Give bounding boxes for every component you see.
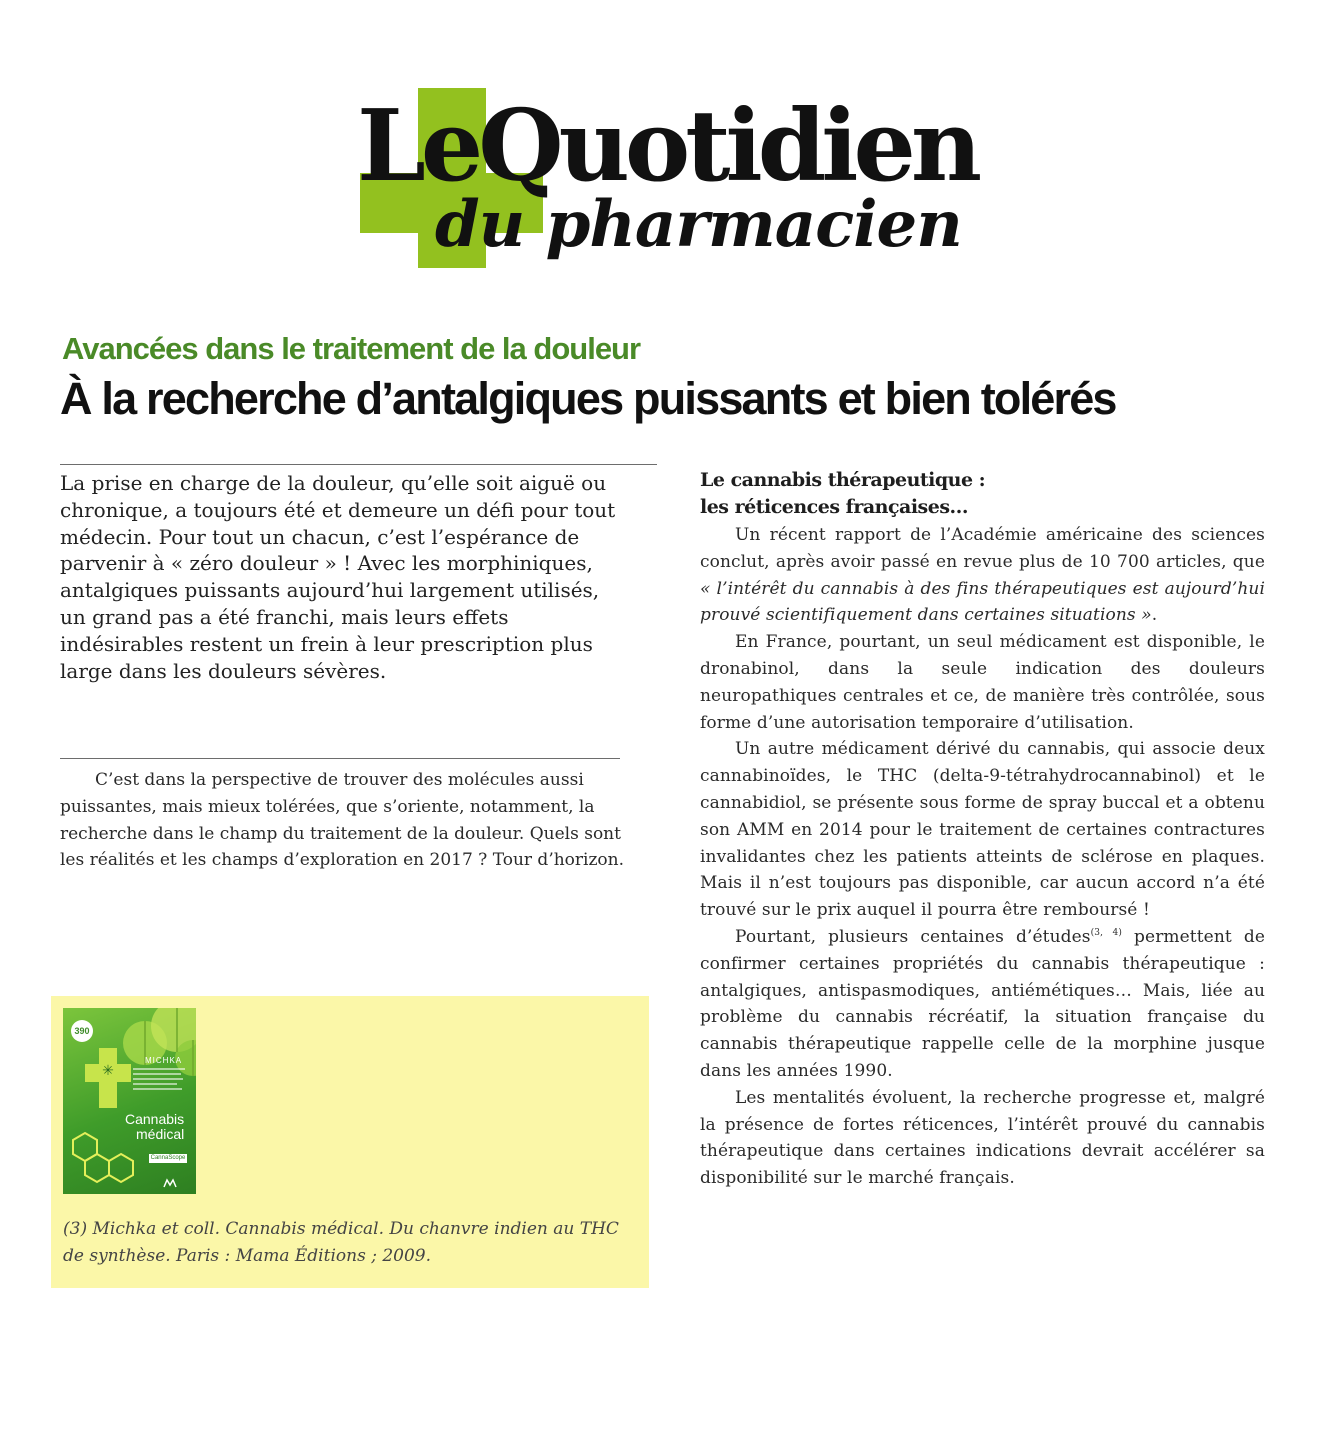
divider-middle: [60, 758, 620, 759]
book-number-badge: 390: [71, 1020, 93, 1042]
paragraph-1-text: Un récent rapport de l’Académie américaine des sciences conclut, après avoir passé en revue plus de 10 700 articles, que: [700, 525, 1265, 572]
paragraph-4-reference: (3, 4): [1090, 927, 1122, 938]
article-headline: À la recherche d’antalgiques puissants et bien tolérés: [60, 373, 1116, 424]
paragraph-3: Un autre médicament dérivé du cannabis, qui associe deux cannabinoïdes, le THC (delta-9-tétrahydrocannabinol) et le cannabidiol, se présente sous forme de spray buccal et a obtenu son AMM en 2014 pour le traitement de certaines contractures invalidantes chez les patients atteints de sclérose en plaques. Mais il n’est toujours pas disponible, car aucun accord n’a été trouvé sur le prix auquel il pourra être remboursé !: [700, 739, 1265, 921]
book-title-line2: médical: [136, 1126, 185, 1142]
paragraph-5: Les mentalités évoluent, la recherche progresse et, malgré la présence de fortes réticences, l’intérêt prouvé du cannabis thérapeutique dans certaines indications devrait accélérer sa disponibilité sur le marché français.: [700, 1087, 1265, 1189]
paragraph-4-text: Pourtant, plusieurs centaines d’études: [735, 926, 1091, 947]
section-heading: [700, 467, 1265, 521]
logo-subtitle: du pharmacien: [435, 187, 962, 262]
divider-top: [60, 464, 657, 465]
book-title-line1: Cannabis: [125, 1111, 185, 1127]
article-chapo: La prise en charge de la douleur, qu’elle soit aiguë ou chronique, a toujours été et demeure un défi pour tout médecin. Pour tout un chacun, c’est l’espérance de parvenir à « zéro douleur » ! Avec les morphiniques, antalgiques puissants aujourd’hui largement utilisés, un grand pas a été franchi, mais leurs effets indésirables restent un frein à leur prescription plus large dans les douleurs sévères.: [60, 471, 616, 683]
book-blurb-lines: [133, 1068, 188, 1093]
book-author: MICHKA: [145, 1056, 183, 1065]
book-publisher-tag: CannaScope: [150, 1155, 186, 1161]
logo-title: LeQuotidien: [357, 89, 978, 204]
paragraph-2: En France, pourtant, un seul médicament est disponible, le dronabinol, dans la seule indication des douleurs neuropathiques centrales et ce, de manière très contrôlée, sous forme d’une autorisation temporaire d’utilisation.: [700, 632, 1265, 733]
reference-box: [51, 996, 649, 1288]
paragraph-1: [700, 522, 1265, 629]
section-heading-line1: Le cannabis thérapeutique :: [700, 469, 986, 491]
book-cover-image: [63, 1008, 196, 1194]
cannabis-leaf-icon: ✳: [102, 1063, 114, 1079]
article-kicker: Avancées dans le traitement de la douleur: [62, 331, 641, 366]
paragraph-4-rest: permettent de confirmer certaines propriétés du cannabis thérapeutique : antalgiques, antispasmodiques, antiémétiques… Mais, liée au problème du cannabis récréatif, la situation française du cannabis thérapeutique rappelle celle de la morphine jusque dans les années 1990.: [700, 926, 1266, 1081]
article-intro: C’est dans la perspective de trouver des molécules aussi puissantes, mais mieux tolérées, que s’oriente, notamment, la recherche dans le champ du traitement de la douleur. Quels sont les réalités et les champs d’exploration en 2017 ? Tour d’horizon.: [60, 770, 625, 871]
reference-caption: (3) Michka et coll. Cannabis médical. Du chanvre indien au THC de synthèse. Paris : Mama Éditions ; 2009.: [63, 1219, 619, 1266]
paragraph-1-quote: « l’intérêt du cannabis à des fins thérapeutiques est aujourd’hui prouvé scientifiquement dans certaines situations »: [700, 578, 1265, 626]
paragraph-1-end: .: [1151, 605, 1158, 626]
masthead-logo: [355, 88, 995, 273]
publisher-mark-icon: [163, 1178, 177, 1188]
paragraph-4: [700, 924, 1265, 1085]
section-heading-line2: les réticences françaises…: [700, 496, 969, 518]
section-cannabis: [700, 467, 1265, 1192]
